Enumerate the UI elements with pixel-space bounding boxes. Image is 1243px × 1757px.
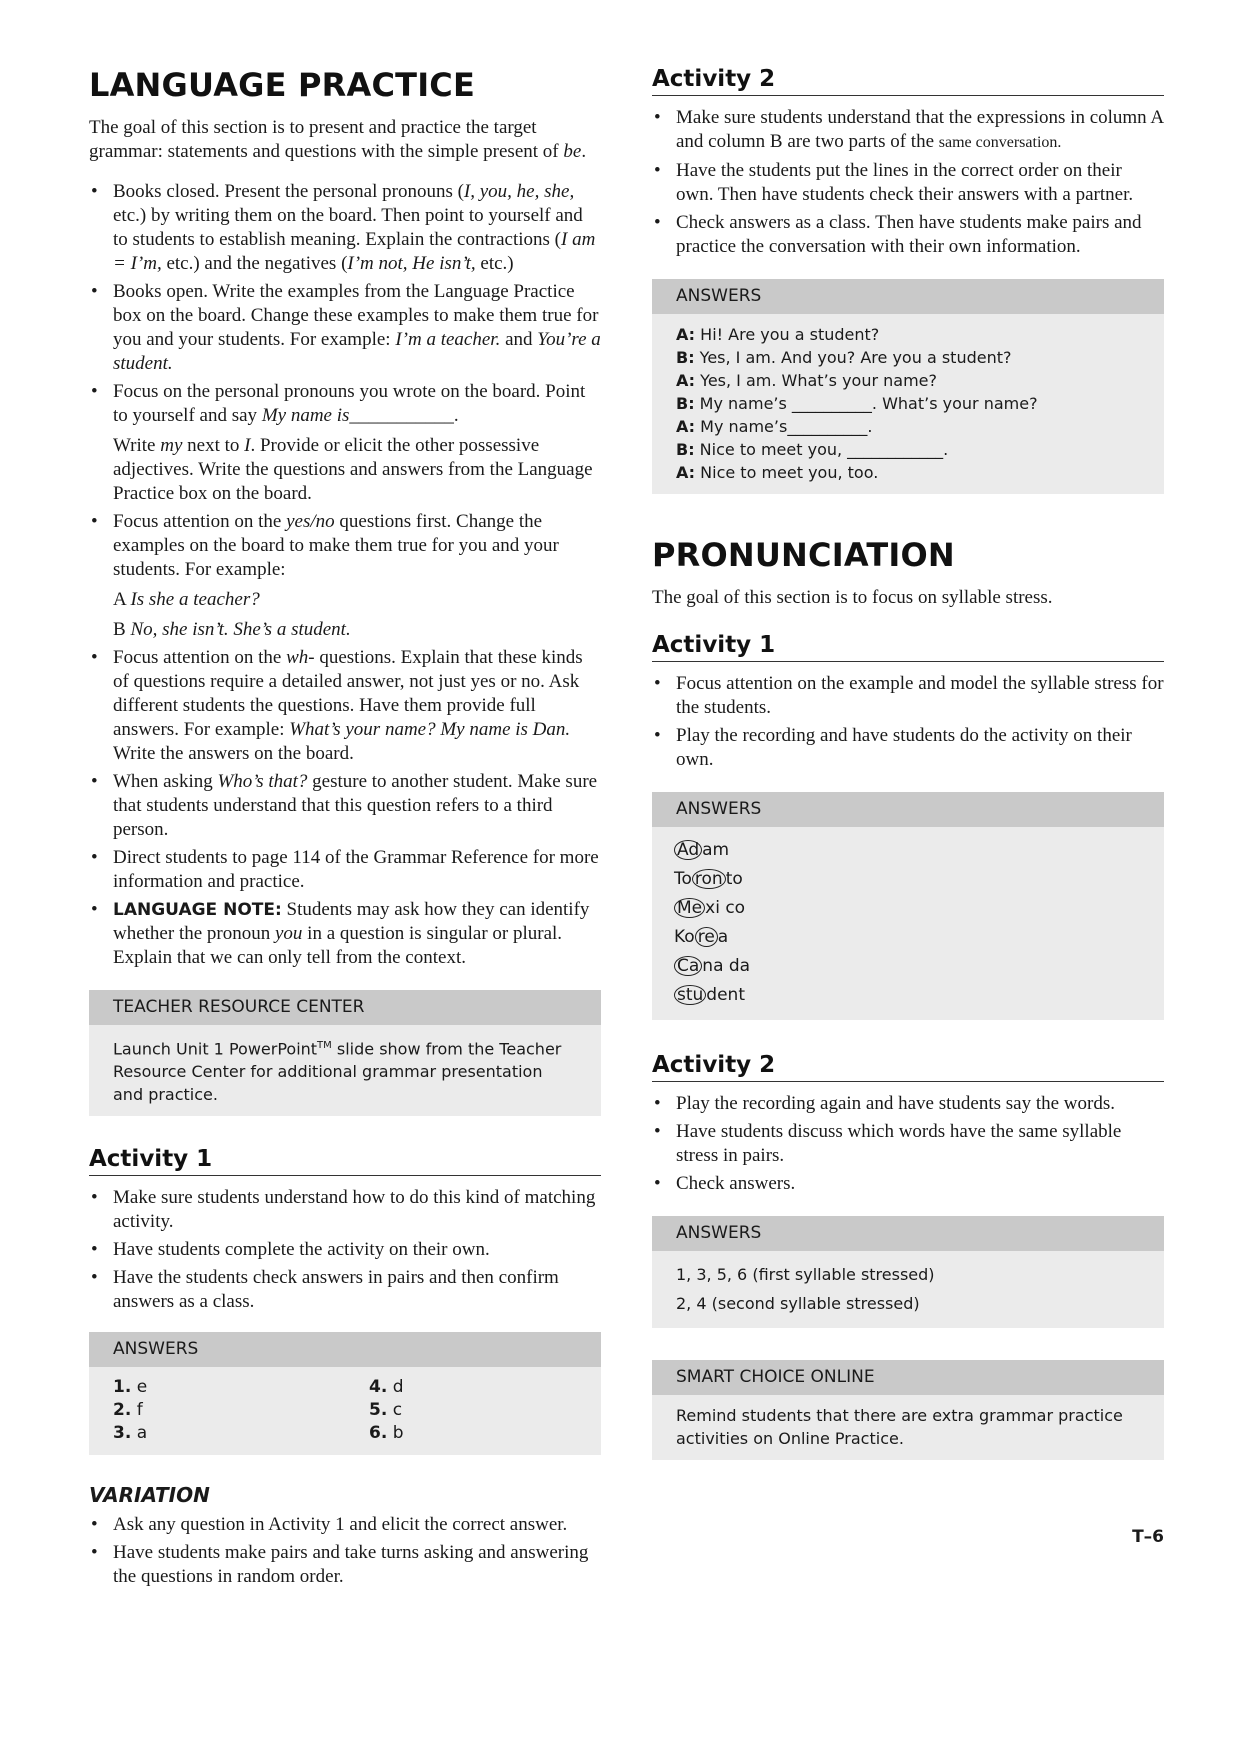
language-practice-list bbox=[89, 180, 601, 970]
example-b: B No, she isn’t. She’s a student. bbox=[113, 619, 351, 640]
right-column bbox=[652, 66, 1164, 1484]
language-practice-goal: The goal of this section is to present and practice the target grammar: statements and questions with the simple present of be. bbox=[89, 117, 587, 162]
dialogue-line: B: Nice to meet you, ____________. bbox=[676, 440, 949, 459]
dialogue-line: A: Yes, I am. What’s your name? bbox=[676, 371, 938, 390]
stressed-syllable-circle: re bbox=[695, 927, 718, 947]
stress-word: stu dent bbox=[674, 981, 1140, 1010]
list-item: • Direct students to page 114 of the Grammar Reference for more information and practice. bbox=[89, 846, 601, 894]
example-a: A Is she a teacher? bbox=[113, 589, 260, 610]
list-item: • Have the students put the lines in the correct order on their own. Then have students check their answers with a partner. bbox=[652, 159, 1164, 207]
stress-word: Me xi co bbox=[674, 894, 1140, 923]
answer-line: 1, 3, 5, 6 (first syllable stressed) bbox=[676, 1265, 935, 1284]
box-header: SMART CHOICE ONLINE bbox=[652, 1360, 1164, 1395]
answers-grid bbox=[113, 1376, 577, 1445]
activity-2-heading: Activity 2 bbox=[652, 66, 1164, 96]
list-item: • Books open. Write the examples from the Language Practice box on the board. Change these examples to make them true for you and your students. For example: I’m a teacher. and You’re a student. bbox=[89, 280, 601, 376]
dialogue-line: A: Hi! Are you a student? bbox=[676, 325, 880, 344]
list-item: • Check answers as a class. Then have students make pairs and practice the conversation with their own information. bbox=[652, 211, 1164, 259]
list-item: • When asking Who’s that? gesture to another student. Make sure that students understand that this question refers to a third person. bbox=[89, 770, 601, 842]
box-header: ANSWERS bbox=[652, 1216, 1164, 1251]
language-note-label: LANGUAGE NOTE: bbox=[113, 900, 282, 920]
list-item: • Have the students check answers in pairs and then confirm answers as a class. bbox=[89, 1266, 601, 1314]
box-header: ANSWERS bbox=[652, 792, 1164, 827]
pronunciation-activity-2-list bbox=[652, 1092, 1164, 1196]
list-item: • Focus attention on the example and model the syllable stress for the students. bbox=[652, 672, 1164, 720]
box-body: Launch Unit 1 PowerPoint™ slide show from the Teacher Resource Center for additional grammar presentation and practice. bbox=[113, 1039, 562, 1105]
box-header: TEACHER RESOURCE CENTER bbox=[89, 990, 601, 1025]
activity-2-list bbox=[652, 106, 1164, 259]
stressed-syllable-circle: Me bbox=[674, 898, 705, 918]
activity-1-list bbox=[89, 1186, 601, 1314]
stressed-syllable-circle: ron bbox=[692, 869, 726, 889]
left-column bbox=[89, 66, 601, 1609]
pronunciation-heading: PRONUNCIATION bbox=[652, 536, 955, 574]
list-item: • Make sure students understand that the expressions in column A and column B are two parts of the same conversation. bbox=[652, 106, 1164, 155]
answer-item: 3. a bbox=[113, 1423, 148, 1444]
stressed-syllable-circle: stu bbox=[674, 985, 706, 1005]
variation-heading: VARIATION bbox=[89, 1483, 210, 1508]
box-body: Remind students that there are extra grammar practice activities on Online Practice. bbox=[676, 1406, 1123, 1448]
dialogue-line: B: Yes, I am. And you? Are you a student? bbox=[676, 348, 1012, 367]
page-number: T–6 bbox=[1132, 1527, 1164, 1547]
list-item: • Books closed. Present the personal pronouns (I, you, he, she, etc.) by writing them on the board. Then point to yourself and to students to establish meaning. Explain the contractions (I am = I’m, etc.) and the negatives (I’m not, He isn’t, etc.) bbox=[89, 180, 601, 276]
stress-word: Ad am bbox=[674, 836, 1140, 865]
stressed-syllable-circle: Ca bbox=[674, 956, 702, 976]
language-practice-heading: LANGUAGE PRACTICE bbox=[89, 66, 476, 104]
list-item-continuation: Write my next to I. Provide or elicit the other possessive adjectives. Write the questions and answers from the Language Practice box on the board. bbox=[113, 435, 593, 504]
list-item: • Ask any question in Activity 1 and elicit the correct answer. bbox=[89, 1513, 601, 1537]
list-item: • Have students make pairs and take turns asking and answering the questions in random order. bbox=[89, 1541, 601, 1589]
activity-1-heading: Activity 1 bbox=[89, 1146, 601, 1176]
pronunciation-activity-1-answers-box bbox=[652, 792, 1164, 1020]
dialogue-line: A: My name’s__________. bbox=[676, 417, 873, 436]
list-item: • Play the recording again and have students say the words. bbox=[652, 1092, 1164, 1116]
list-item: • Have students complete the activity on their own. bbox=[89, 1238, 601, 1262]
stress-word: Ca na da bbox=[674, 952, 1140, 981]
variation-list bbox=[89, 1513, 601, 1589]
teacher-resource-center-box bbox=[89, 990, 601, 1116]
list-item: • Play the recording and have students do the activity on their own. bbox=[652, 724, 1164, 772]
smart-choice-online-box bbox=[652, 1360, 1164, 1460]
pronunciation-goal: The goal of this section is to focus on syllable stress. bbox=[652, 587, 1053, 608]
stress-word: To ron to bbox=[674, 869, 743, 889]
list-item: • Check answers. bbox=[652, 1172, 1164, 1196]
stress-word: Ko re a bbox=[674, 927, 729, 947]
dialogue-line: B: My name’s __________. What’s your name? bbox=[676, 394, 1038, 413]
answer-item: 2. f bbox=[113, 1400, 143, 1421]
answer-line: 2, 4 (second syllable stressed) bbox=[676, 1294, 920, 1313]
box-header: ANSWERS bbox=[89, 1332, 601, 1367]
activity-2-answers-box bbox=[652, 279, 1164, 494]
list-item: • Have students discuss which words have the same syllable stress in pairs. bbox=[652, 1120, 1164, 1168]
list-item: • Focus attention on the wh- questions. Explain that these kinds of questions require a detailed answer, not just yes or no. Ask different students the questions. Have them provide full answers. For example: What’s your name? My name is Dan. Write the answers on the board. bbox=[89, 646, 601, 766]
box-header: ANSWERS bbox=[652, 279, 1164, 314]
list-item: • LANGUAGE NOTE: Students may ask how they can identify whether the pronoun you in a question is singular or plural. Explain that we can only tell from the context. bbox=[89, 898, 601, 970]
list-item: • Make sure students understand how to do this kind of matching activity. bbox=[89, 1186, 601, 1234]
dialogue-line: A: Nice to meet you, too. bbox=[676, 463, 879, 482]
answer-item: 5. c bbox=[369, 1400, 403, 1421]
activity-1-answers-box bbox=[89, 1332, 601, 1455]
list-item: • Focus on the personal pronouns you wrote on the board. Point to yourself and say My name is___________. Write my next to I. Provide or elicit the other possessive adjectives. Write the questions and answers from the Language Practice box on the board. bbox=[89, 380, 601, 506]
pronunciation-activity-2-answers-box bbox=[652, 1216, 1164, 1328]
answer-item: 1. e bbox=[113, 1377, 148, 1398]
stressed-syllable-circle: Ad bbox=[674, 840, 702, 860]
pronunciation-activity-2-heading: Activity 2 bbox=[652, 1052, 1164, 1082]
pronunciation-activity-1-list bbox=[652, 672, 1164, 772]
answer-item: 4. d bbox=[369, 1377, 404, 1398]
answer-item: 6. b bbox=[369, 1423, 404, 1444]
pronunciation-activity-1-heading: Activity 1 bbox=[652, 632, 1164, 662]
list-item: • Focus attention on the yes/no questions first. Change the examples on the board to make them true for you and your students. For example: A Is she a teacher? B No, she isn’t. She’s a student. bbox=[89, 510, 601, 642]
